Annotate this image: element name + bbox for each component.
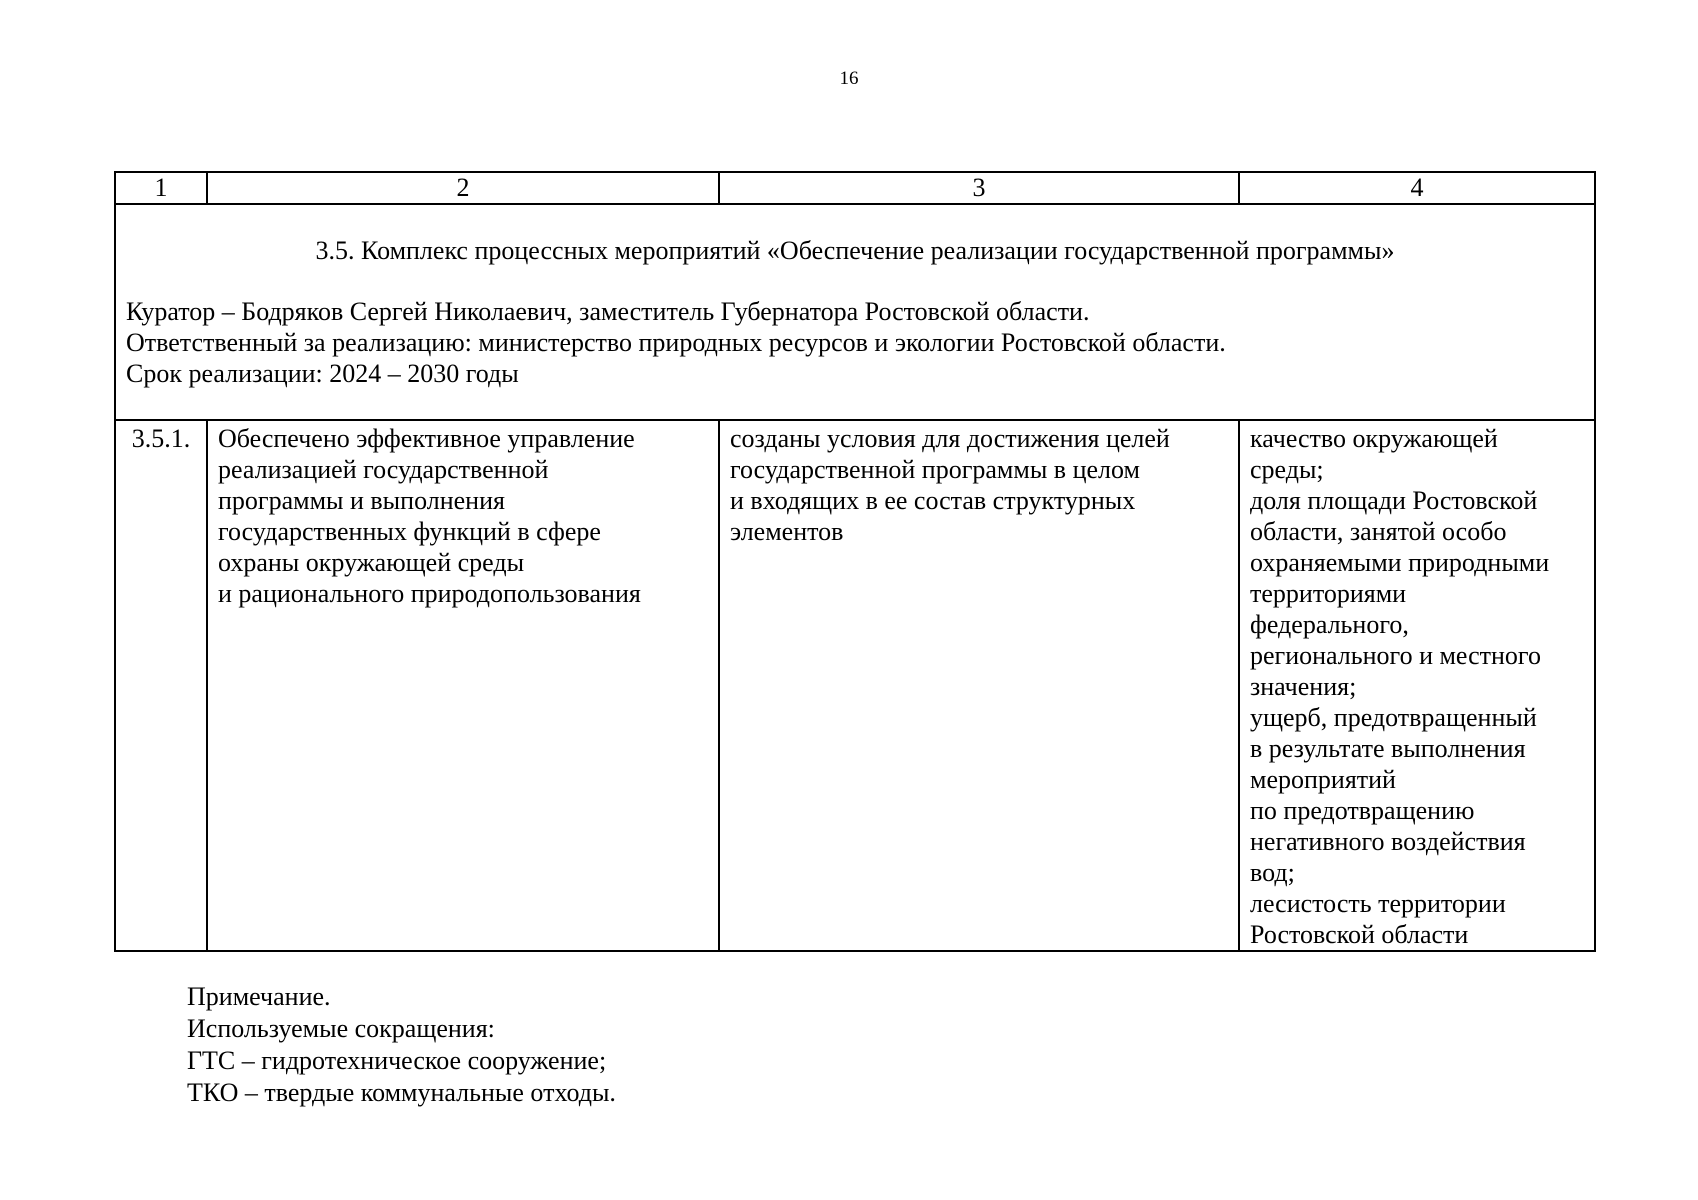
row-number: 3.5.1. — [115, 420, 207, 951]
section-period: Срок реализации: 2024 – 2030 годы — [126, 359, 519, 388]
effect-line: созданы условия для достижения целей — [730, 424, 1170, 453]
indicator-line: территориями — [1250, 579, 1407, 608]
indicator-line: в результате выполнения — [1250, 734, 1526, 763]
page-number: 16 — [839, 68, 859, 89]
section-cell — [115, 204, 1595, 420]
indicator-line: по предотвращению — [1250, 796, 1475, 825]
indicator-line: федерального, — [1250, 610, 1409, 639]
task-line: Обеспечено эффективное управление — [218, 424, 635, 453]
effect-cell — [719, 420, 1239, 951]
indicator-line: мероприятий — [1250, 765, 1396, 794]
effect-line: государственной программы в целом — [730, 455, 1140, 484]
task-line: программы и выполнения — [218, 486, 505, 515]
indicator-line: области, занятой особо — [1250, 517, 1507, 546]
column-header: 1 — [115, 172, 207, 204]
column-header: 2 — [207, 172, 719, 204]
task-cell — [207, 420, 719, 951]
note-item: ТКО – твердые коммунальные отходы. — [187, 1078, 616, 1107]
task-line: и рационального природопользования — [218, 579, 641, 608]
section-title: 3.5. Комплекс процессных мероприятий «Обеспечение реализации государственной программы» — [315, 236, 1395, 265]
task-line: охраны окружающей среды — [218, 548, 525, 577]
note-item: ГТС – гидротехническое сооружение; — [187, 1046, 607, 1075]
indicator-line: лесистость территории — [1250, 889, 1506, 918]
task-line: реализацией государственной — [218, 455, 549, 484]
indicator-line: охраняемыми природными — [1250, 548, 1550, 577]
indicator-line: значения; — [1250, 672, 1357, 701]
note-title: Примечание. — [187, 982, 331, 1011]
section-curator: Куратор – Бодряков Сергей Николаевич, заместитель Губернатора Ростовской области. — [126, 297, 1090, 326]
effect-line: и входящих в ее состав структурных — [730, 486, 1136, 515]
note-abbreviations-heading: Используемые сокращения: — [187, 1014, 495, 1043]
measures-table — [114, 171, 1596, 952]
indicator-line: среды; — [1250, 455, 1324, 484]
task-line: государственных функций в сфере — [218, 517, 601, 546]
indicator-line: доля площади Ростовской — [1250, 486, 1538, 515]
section-row — [115, 204, 1595, 420]
column-header: 4 — [1239, 172, 1595, 204]
section-responsible: Ответственный за реализацию: министерство природных ресурсов и экологии Ростовской области. — [126, 328, 1226, 357]
footnote — [187, 981, 616, 1109]
indicator-line: негативного воздействия — [1250, 827, 1526, 856]
table-row — [115, 420, 1595, 951]
indicator-cell — [1239, 420, 1595, 951]
indicator-line: качество окружающей — [1250, 424, 1498, 453]
column-header: 3 — [719, 172, 1239, 204]
indicator-line: ущерб, предотвращенный — [1250, 703, 1537, 732]
indicator-line: вод; — [1250, 858, 1295, 887]
indicator-line: Ростовской области — [1250, 920, 1469, 949]
indicator-line: регионального и местного — [1250, 641, 1541, 670]
effect-line: элементов — [730, 517, 844, 546]
table-header-row — [115, 172, 1595, 204]
